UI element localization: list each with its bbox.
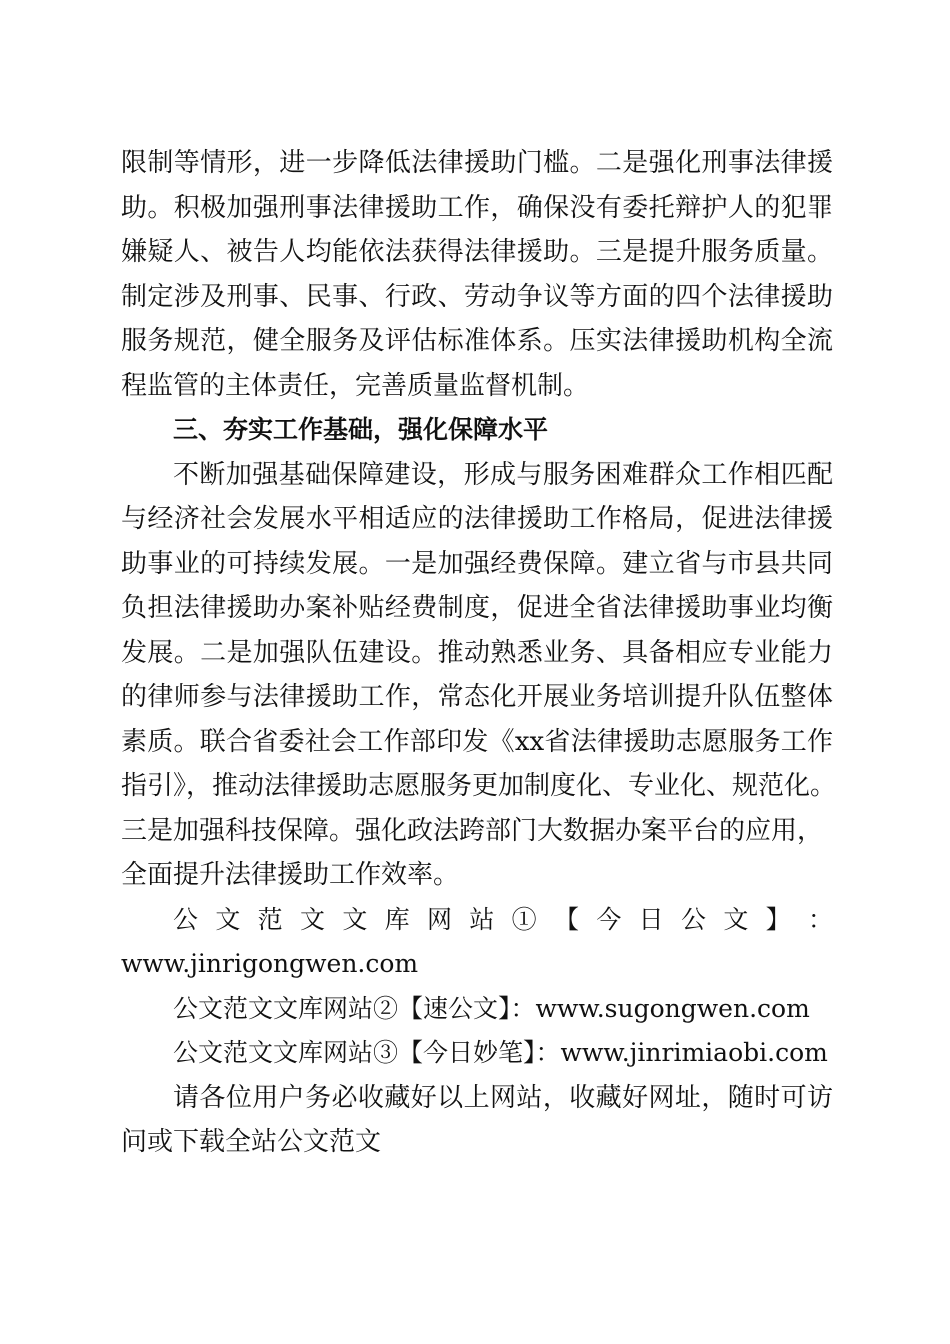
notice-line: 请各位用户务必收藏好以上网站，收藏好网址，随时可访 xyxy=(173,1082,833,1113)
paragraph-line: 三是加强科技保障。强化政法跨部门大数据办案平台的应用， xyxy=(121,815,824,846)
paragraph-line: 素质。联合省委社会工作部印发《xx省法律援助志愿服务工作 xyxy=(121,726,833,757)
website-line-3[interactable]: 公文范文文库网站③【今日妙笔】：www.jinrimiaobi.com xyxy=(173,1038,828,1067)
paragraph-line: 的律师参与法律援助工作，常态化开展业务培训提升队伍整体 xyxy=(121,682,833,712)
paragraph-line: 指引》，推动法律援助志愿服务更加制度化、专业化、规范化。 xyxy=(121,771,837,801)
paragraph-line: 与经济社会发展水平相适应的法律援助工作格局，促进法律援 xyxy=(121,504,833,534)
paragraph-line: 负担法律援助办案补贴经费制度，促进全省法律援助事业均衡 xyxy=(121,593,833,623)
website-url-1[interactable]: www.jinrigongwen.com xyxy=(121,949,419,978)
paragraph-line: 嫌疑人、被告人均能依法获得法律援助。三是提升服务质量。 xyxy=(121,237,833,267)
paragraph-line: 制定涉及刑事、民事、行政、劳动争议等方面的四个法律援助 xyxy=(121,281,833,312)
website-line-2[interactable]: 公文范文文库网站②【速公文】：www.sugongwen.com xyxy=(173,993,810,1023)
paragraph-line: 不断加强基础保障建设，形成与服务困难群众工作相匹配 xyxy=(173,459,833,490)
paragraph-line: 程监管的主体责任，完善质量监督机制。 xyxy=(121,370,590,401)
paragraph-line: 助事业的可持续发展。一是加强经费保障。建立省与市县共同 xyxy=(121,548,833,579)
paragraph-line: 服务规范，健全服务及评估标准体系。压实法律援助机构全流 xyxy=(121,326,833,356)
section-heading: 三、夯实工作基础，强化保障水平 xyxy=(173,415,549,444)
website-line-1: 公 文 范 文 文 库 网 站 ① 【 今 日 公 文 】 ： xyxy=(173,904,833,934)
paragraph-line: 限制等情形，进一步降低法律援助门槛。二是强化刑事法律援 xyxy=(121,148,833,178)
paragraph-line: 全面提升法律援助工作效率。 xyxy=(121,860,460,890)
paragraph-line: 发展。二是加强队伍建设。推动熟悉业务、具备相应专业能力 xyxy=(121,637,833,668)
notice-line: 问或下载全站公文范文 xyxy=(121,1127,382,1157)
document-body xyxy=(121,141,837,1165)
paragraph-line: 助。积极加强刑事法律援助工作，确保没有委托辩护人的犯罪 xyxy=(121,192,833,223)
